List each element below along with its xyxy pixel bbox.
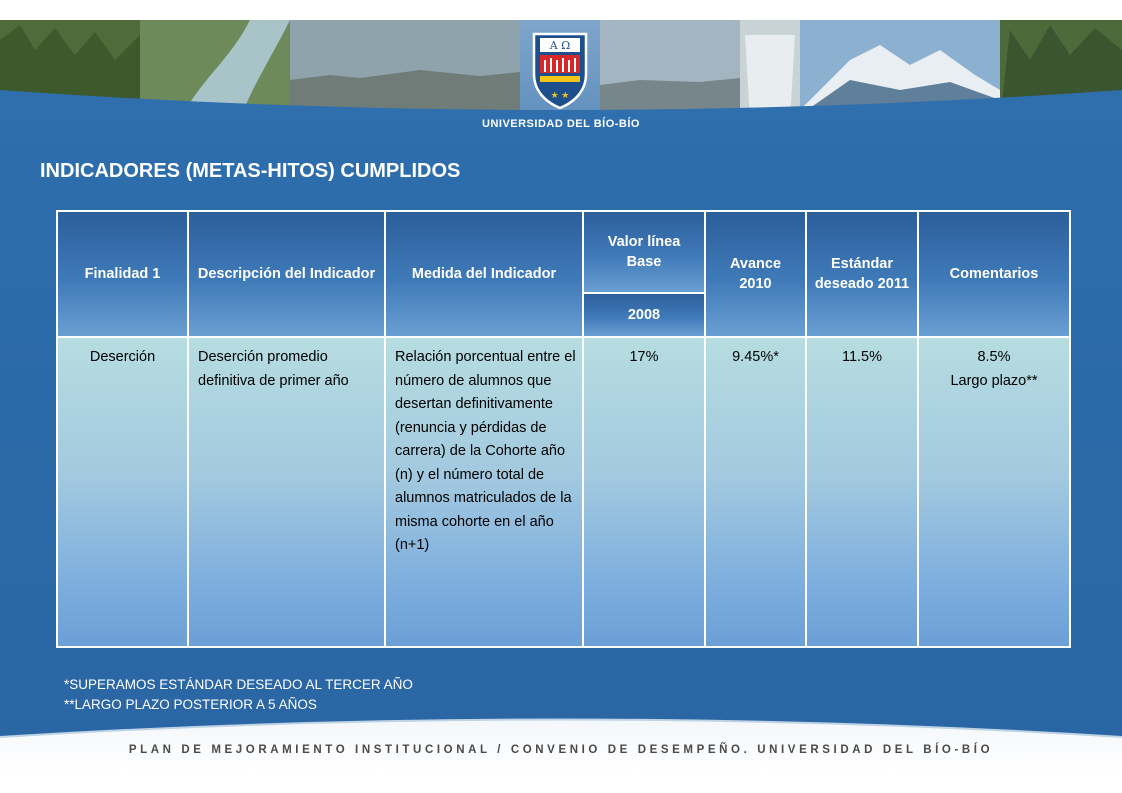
cell-estandar: 11.5% <box>806 337 918 647</box>
footnote-2: **LARGO PLAZO POSTERIOR A 5 AÑOS <box>64 697 317 712</box>
header-estandar: Estándar deseado 2011 <box>806 211 918 337</box>
header-avance: Avance 2010 <box>705 211 806 337</box>
table-row <box>57 337 1070 647</box>
page-title: INDICADORES (METAS-HITOS) CUMPLIDOS <box>40 160 461 182</box>
indicators-table <box>56 210 1071 648</box>
footnote-1: *SUPERAMOS ESTÁNDAR DESEADO AL TERCER AÑO <box>64 677 413 692</box>
comment-note: Largo plazo** <box>950 372 1038 389</box>
table-header-row <box>57 211 1070 293</box>
university-shield-logo <box>528 28 592 110</box>
header-medida: Medida del Indicador <box>385 211 583 337</box>
header-finalidad: Finalidad 1 <box>57 211 188 337</box>
cell-finalidad: Deserción <box>57 337 188 647</box>
header-valor-linea-base: Valor línea Base <box>583 211 705 293</box>
header-descripcion: Descripción del Indicador <box>188 211 385 337</box>
cell-comentarios <box>918 337 1070 647</box>
footer-text: PLAN DE MEJORAMIENTO INSTITUCIONAL / CONVENIO DE DESEMPEÑO. UNIVERSIDAD DEL BÍO-BÍO <box>128 744 994 756</box>
cell-valor: 17% <box>583 337 705 647</box>
logo-letters: A Ω <box>549 39 571 52</box>
cell-descripcion: Deserción promedio definitiva de primer año <box>188 337 385 647</box>
cell-avance: 9.45%* <box>705 337 806 647</box>
cell-medida: Relación porcentual entre el número de alumnos que desertan definitivamente (renuncia y pérdidas de carrera) de la Cohorte año (n) y el número total de alumnos matriculados de la misma cohorte en el año (n+1) <box>385 337 583 647</box>
university-name: UNIVERSIDAD DEL BÍO-BÍO <box>482 118 640 130</box>
header-comentarios: Comentarios <box>918 211 1070 337</box>
svg-text:★ ★: ★ ★ <box>550 90 570 100</box>
comment-value: 8.5% <box>977 349 1011 365</box>
header-valor-year: 2008 <box>583 293 705 337</box>
